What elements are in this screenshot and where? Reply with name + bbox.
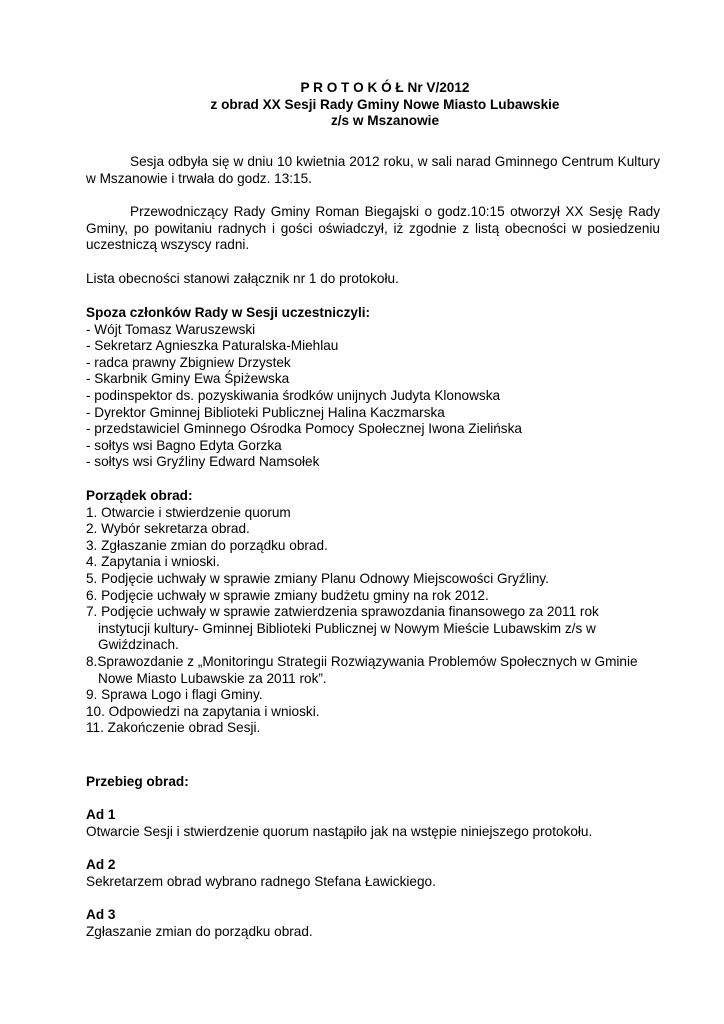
agenda-item: 11. Zakończenie obrad Sesji. — [86, 720, 261, 736]
agenda-heading: Porządek obrad: — [86, 488, 193, 503]
list-item: - podinspektor ds. pozyskiwania środków unijnych Judyta Klonowska — [86, 387, 501, 403]
proceedings-heading: Przebieg obrad: — [86, 774, 189, 789]
list-item: - przedstawiciel Gminnego Ośrodka Pomocy Społecznej Iwona Zielińska — [86, 421, 522, 437]
agenda-item: 7. Podjęcie uchwały w sprawie zatwierdzenia sprawozdania finansowego za 2011 rok — [86, 604, 599, 620]
intro-paragraph-1: Sesja odbyła się w dniu 10 kwietnia 2012 roku, w sali narad Gminnego Centrum Kultury w Mszanowie i trwała do godz. 13:15. — [86, 154, 660, 186]
agenda-item-continuation: Nowe Miasto Lubawskie za 2011 rok”. — [98, 670, 327, 686]
agenda-item: 8.Sprawozdanie z „Monitoringu Strategii Rozwiązywania Problemów Społecznych w Gminie — [86, 653, 638, 669]
document-header — [0, 80, 724, 130]
agenda-item: 2. Wybór sekretarza obrad. — [86, 521, 250, 537]
agenda-item: 1. Otwarcie i stwierdzenie quorum — [86, 504, 291, 520]
session-subtitle: z obrad XX Sesji Rady Gminy Nowe Miasto Lubawskie — [210, 96, 560, 112]
agenda-item: 9. Sprawa Logo i flagi Gminy. — [86, 687, 263, 703]
intro-paragraph-3: Lista obecności stanowi załącznik nr 1 do protokołu. — [86, 271, 399, 286]
list-item: - Sekretarz Agnieszka Paturalska-Miehlau — [86, 338, 339, 354]
proceedings-ad-1 — [86, 807, 660, 840]
guests-heading: Spoza członków Rady w Sesji uczestniczyli: — [86, 305, 371, 320]
section-title: Ad 2 — [86, 857, 116, 872]
list-item: - Wójt Tomasz Waruszewski — [86, 321, 256, 337]
agenda-item: 10. Odpowiedzi na zapytania i wnioski. — [86, 703, 320, 719]
section-title: Ad 3 — [86, 907, 116, 922]
section-text: Otwarcie Sesji i stwierdzenie quorum nastąpiło jak na wstępie niniejszego protokołu. — [86, 823, 593, 839]
agenda-item-continuation: Gwiździnach. — [98, 637, 179, 653]
list-item: - Dyrektor Gminnej Biblioteki Publicznej Halina Kaczmarska — [86, 404, 445, 420]
protocol-title: P R O T O K Ó Ł Nr V/2012 — [300, 80, 470, 95]
proceedings-ad-3 — [86, 907, 660, 940]
agenda-item-continuation: instytucji kultury- Gminnej Biblioteki Publicznej w Nowym Mieście Lubawskim z/s w — [98, 620, 596, 636]
guests-section — [86, 305, 660, 471]
proceedings-ad-2 — [86, 857, 660, 890]
agenda-item: 6. Podjęcie uchwały w sprawie zmiany budżetu gminy na rok 2012. — [86, 587, 489, 603]
location-subtitle: z/s w Mszanowie — [330, 113, 440, 129]
section-text: Zgłaszanie zmian do porządku obrad. — [86, 923, 313, 939]
section-text: Sekretarzem obrad wybrano radnego Stefana Ławickiego. — [86, 873, 436, 889]
list-item: - sołtys wsi Bagno Edyta Gorzka — [86, 437, 282, 453]
list-item: - radca prawny Zbigniew Drzystek — [86, 354, 291, 370]
intro-paragraph-2: Przewodniczący Rady Gminy Roman Biegajski o godz.10:15 otworzył XX Sesję Rady Gminy, po powitaniu radnych i gości oświadczył, iż zgodnie z listą obecności w posiedzeniu uczestniczą wszyscy radni. — [86, 204, 660, 253]
agenda-item: 4. Zapytania i wnioski. — [86, 554, 220, 570]
list-item: - sołtys wsi Gryźliny Edward Namsołek — [86, 454, 320, 470]
list-item: - Skarbnik Gminy Ewa Śpiżewska — [86, 371, 290, 387]
agenda-item: 3. Zgłaszanie zmian do porządku obrad. — [86, 537, 328, 553]
agenda-item: 5. Podjęcie uchwały w sprawie zmiany Planu Odnowy Miejscowości Gryźliny. — [86, 570, 549, 586]
agenda-section — [86, 488, 660, 737]
section-title: Ad 1 — [86, 807, 116, 822]
